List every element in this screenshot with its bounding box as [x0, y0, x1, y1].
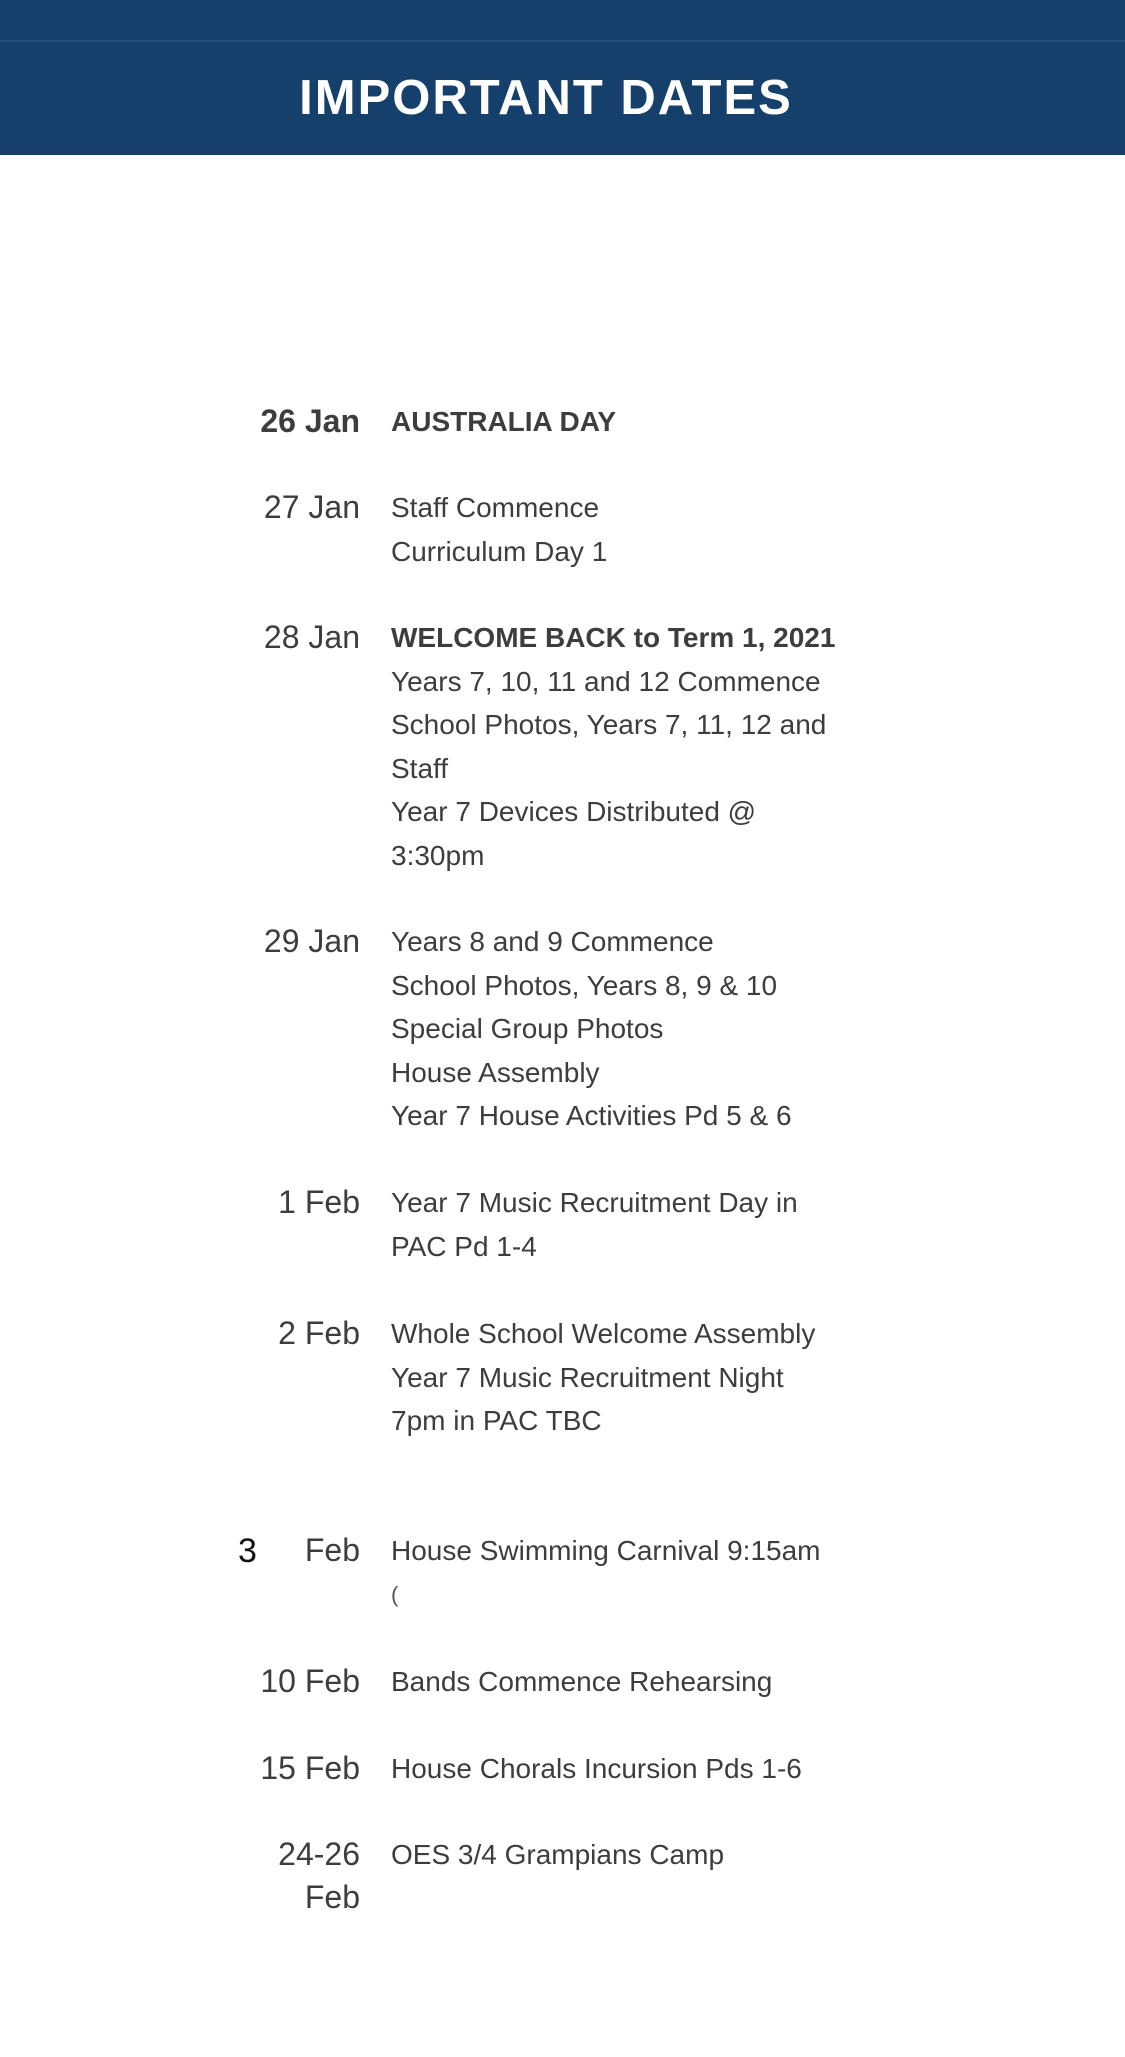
entry-date: 10 Feb: [260, 1663, 360, 1699]
stray-parenthesis: (: [391, 1582, 399, 1607]
header-banner: [0, 0, 1125, 155]
entry-line: OES 3/4 Grampians Camp: [391, 1839, 725, 1870]
entry-line: Year 7 Music Recruitment Night: [391, 1361, 784, 1393]
entry-description: [391, 1833, 871, 1877]
entry-date: 1 Feb: [278, 1184, 360, 1220]
entry-line: WELCOME BACK to Term 1, 2021: [391, 622, 836, 653]
entry-line: House Swimming Carnival 9:15am: [391, 1535, 821, 1566]
entry-line: Years 7, 10, 11 and 12 Commence: [391, 665, 821, 697]
entry-line: AUSTRALIA DAY: [391, 406, 617, 437]
entry-description: [391, 920, 871, 1138]
entry-description: [391, 486, 871, 573]
entry-line: Whole School Welcome Assembly: [391, 1318, 816, 1349]
entry-description: [391, 1747, 871, 1791]
stray-date-digit: 3: [238, 1532, 257, 1570]
entry-date: Feb: [304, 1532, 360, 1568]
entry-line: PAC Pd 1-4: [391, 1230, 537, 1262]
entry-line: 7pm in PAC TBC: [391, 1405, 602, 1436]
entry-line: House Assembly: [391, 1056, 600, 1088]
entry-date: 2 Feb: [278, 1315, 360, 1351]
entry-line: School Photos, Years 8, 9 & 10: [391, 969, 778, 1001]
entry-line: Year 7 House Activities Pd 5 & 6: [391, 1100, 792, 1131]
entry-line: Years 8 and 9 Commence: [391, 926, 714, 957]
entry-description: [391, 400, 871, 444]
entry-date: 15 Feb: [260, 1750, 360, 1786]
entry-line: Staff Commence: [391, 492, 600, 523]
entry-date: [190, 1833, 360, 1919]
page-title: IMPORTANT DATES: [299, 71, 793, 125]
entry-date: 27 Jan: [263, 489, 360, 525]
entry-line: House Chorals Incursion Pds 1-6: [391, 1753, 802, 1784]
header-divider: [0, 40, 1125, 42]
entry-description: [391, 1312, 871, 1443]
entry-line: 3:30pm: [391, 839, 485, 871]
entry-line: Year 7 Devices Distributed @: [391, 796, 757, 827]
entry-line: Curriculum Day 1: [391, 535, 608, 567]
entry-description: [391, 616, 871, 877]
entry-date: 28 Jan: [263, 619, 360, 655]
entry-description: [391, 1181, 871, 1268]
entry-date: 29 Jan: [263, 923, 360, 959]
entry-description: [391, 1529, 871, 1573]
entry-date-range: 24-26: [278, 1836, 360, 1872]
entry-line: School Photos, Years 7, 11, 12 and: [391, 709, 827, 740]
entry-line: Staff: [391, 752, 449, 784]
entry-line: Special Group Photos: [391, 1013, 664, 1044]
entry-line: Year 7 Music Recruitment Day in: [391, 1187, 798, 1218]
entry-date: 26 Jan: [260, 403, 360, 439]
entry-date-month: Feb: [304, 1879, 360, 1915]
entry-line: Bands Commence Rehearsing: [391, 1666, 773, 1697]
entry-description: [391, 1660, 871, 1704]
